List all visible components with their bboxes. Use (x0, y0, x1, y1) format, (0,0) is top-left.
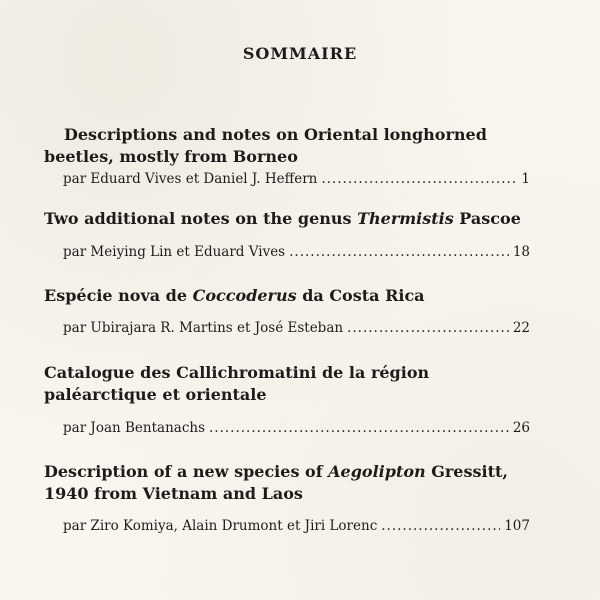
entry-authors: par Ziro Komiya, Alain Drumont et Jiri Lorenc (63, 518, 378, 534)
entry-title-text: Two additional notes on the genus (44, 209, 358, 228)
entry-byline (63, 171, 530, 187)
entry-title-text: Description of a new species of (44, 462, 329, 481)
entry-title-genus: Coccoderus (192, 286, 297, 305)
entry-title-text: Catalogue des Callichromatini de la région paléarctique et orientale (44, 363, 430, 404)
entry-byline (63, 518, 530, 534)
entry-title (44, 461, 544, 505)
entry-title-text: da Costa Rica (296, 286, 425, 305)
page-title: SOMMAIRE (242, 44, 358, 63)
entry-title-text: Espécie nova de (44, 286, 193, 305)
entry-title (44, 362, 544, 406)
entry-byline (63, 244, 530, 260)
entry-authors: par Ubirajara R. Martins et José Esteban (63, 320, 344, 336)
dot-leader (347, 320, 509, 336)
dot-leader (209, 420, 509, 436)
entry-title (44, 285, 544, 307)
entry-byline (63, 420, 530, 436)
entry-page-number: 107 (504, 518, 530, 534)
entry-page-number: 22 (512, 320, 530, 336)
entry-page-number: 1 (521, 171, 530, 187)
entry-authors: par Joan Bentanachs (63, 420, 206, 436)
dot-leader (321, 171, 517, 187)
entry-byline (63, 320, 530, 336)
entry-authors: par Meiying Lin et Eduard Vives (63, 244, 286, 260)
entry-page-number: 18 (512, 244, 530, 260)
dot-leader (289, 244, 509, 260)
entry-title-text: Gressitt, 1940 from Vietnam and Laos (44, 462, 508, 503)
dot-leader (381, 518, 500, 534)
entry-title (44, 208, 544, 230)
entry-title-text: Descriptions and notes on Oriental longhorned beetles, mostly from Borneo (44, 125, 487, 166)
entry-title-genus: Thermistis (357, 209, 454, 228)
entry-title (44, 124, 544, 168)
entry-title-genus: Aegolipton (328, 462, 426, 481)
entry-page-number: 26 (512, 420, 530, 436)
entry-authors: par Eduard Vives et Daniel J. Heffern (63, 171, 318, 187)
entry-title-text: Pascoe (453, 209, 521, 228)
